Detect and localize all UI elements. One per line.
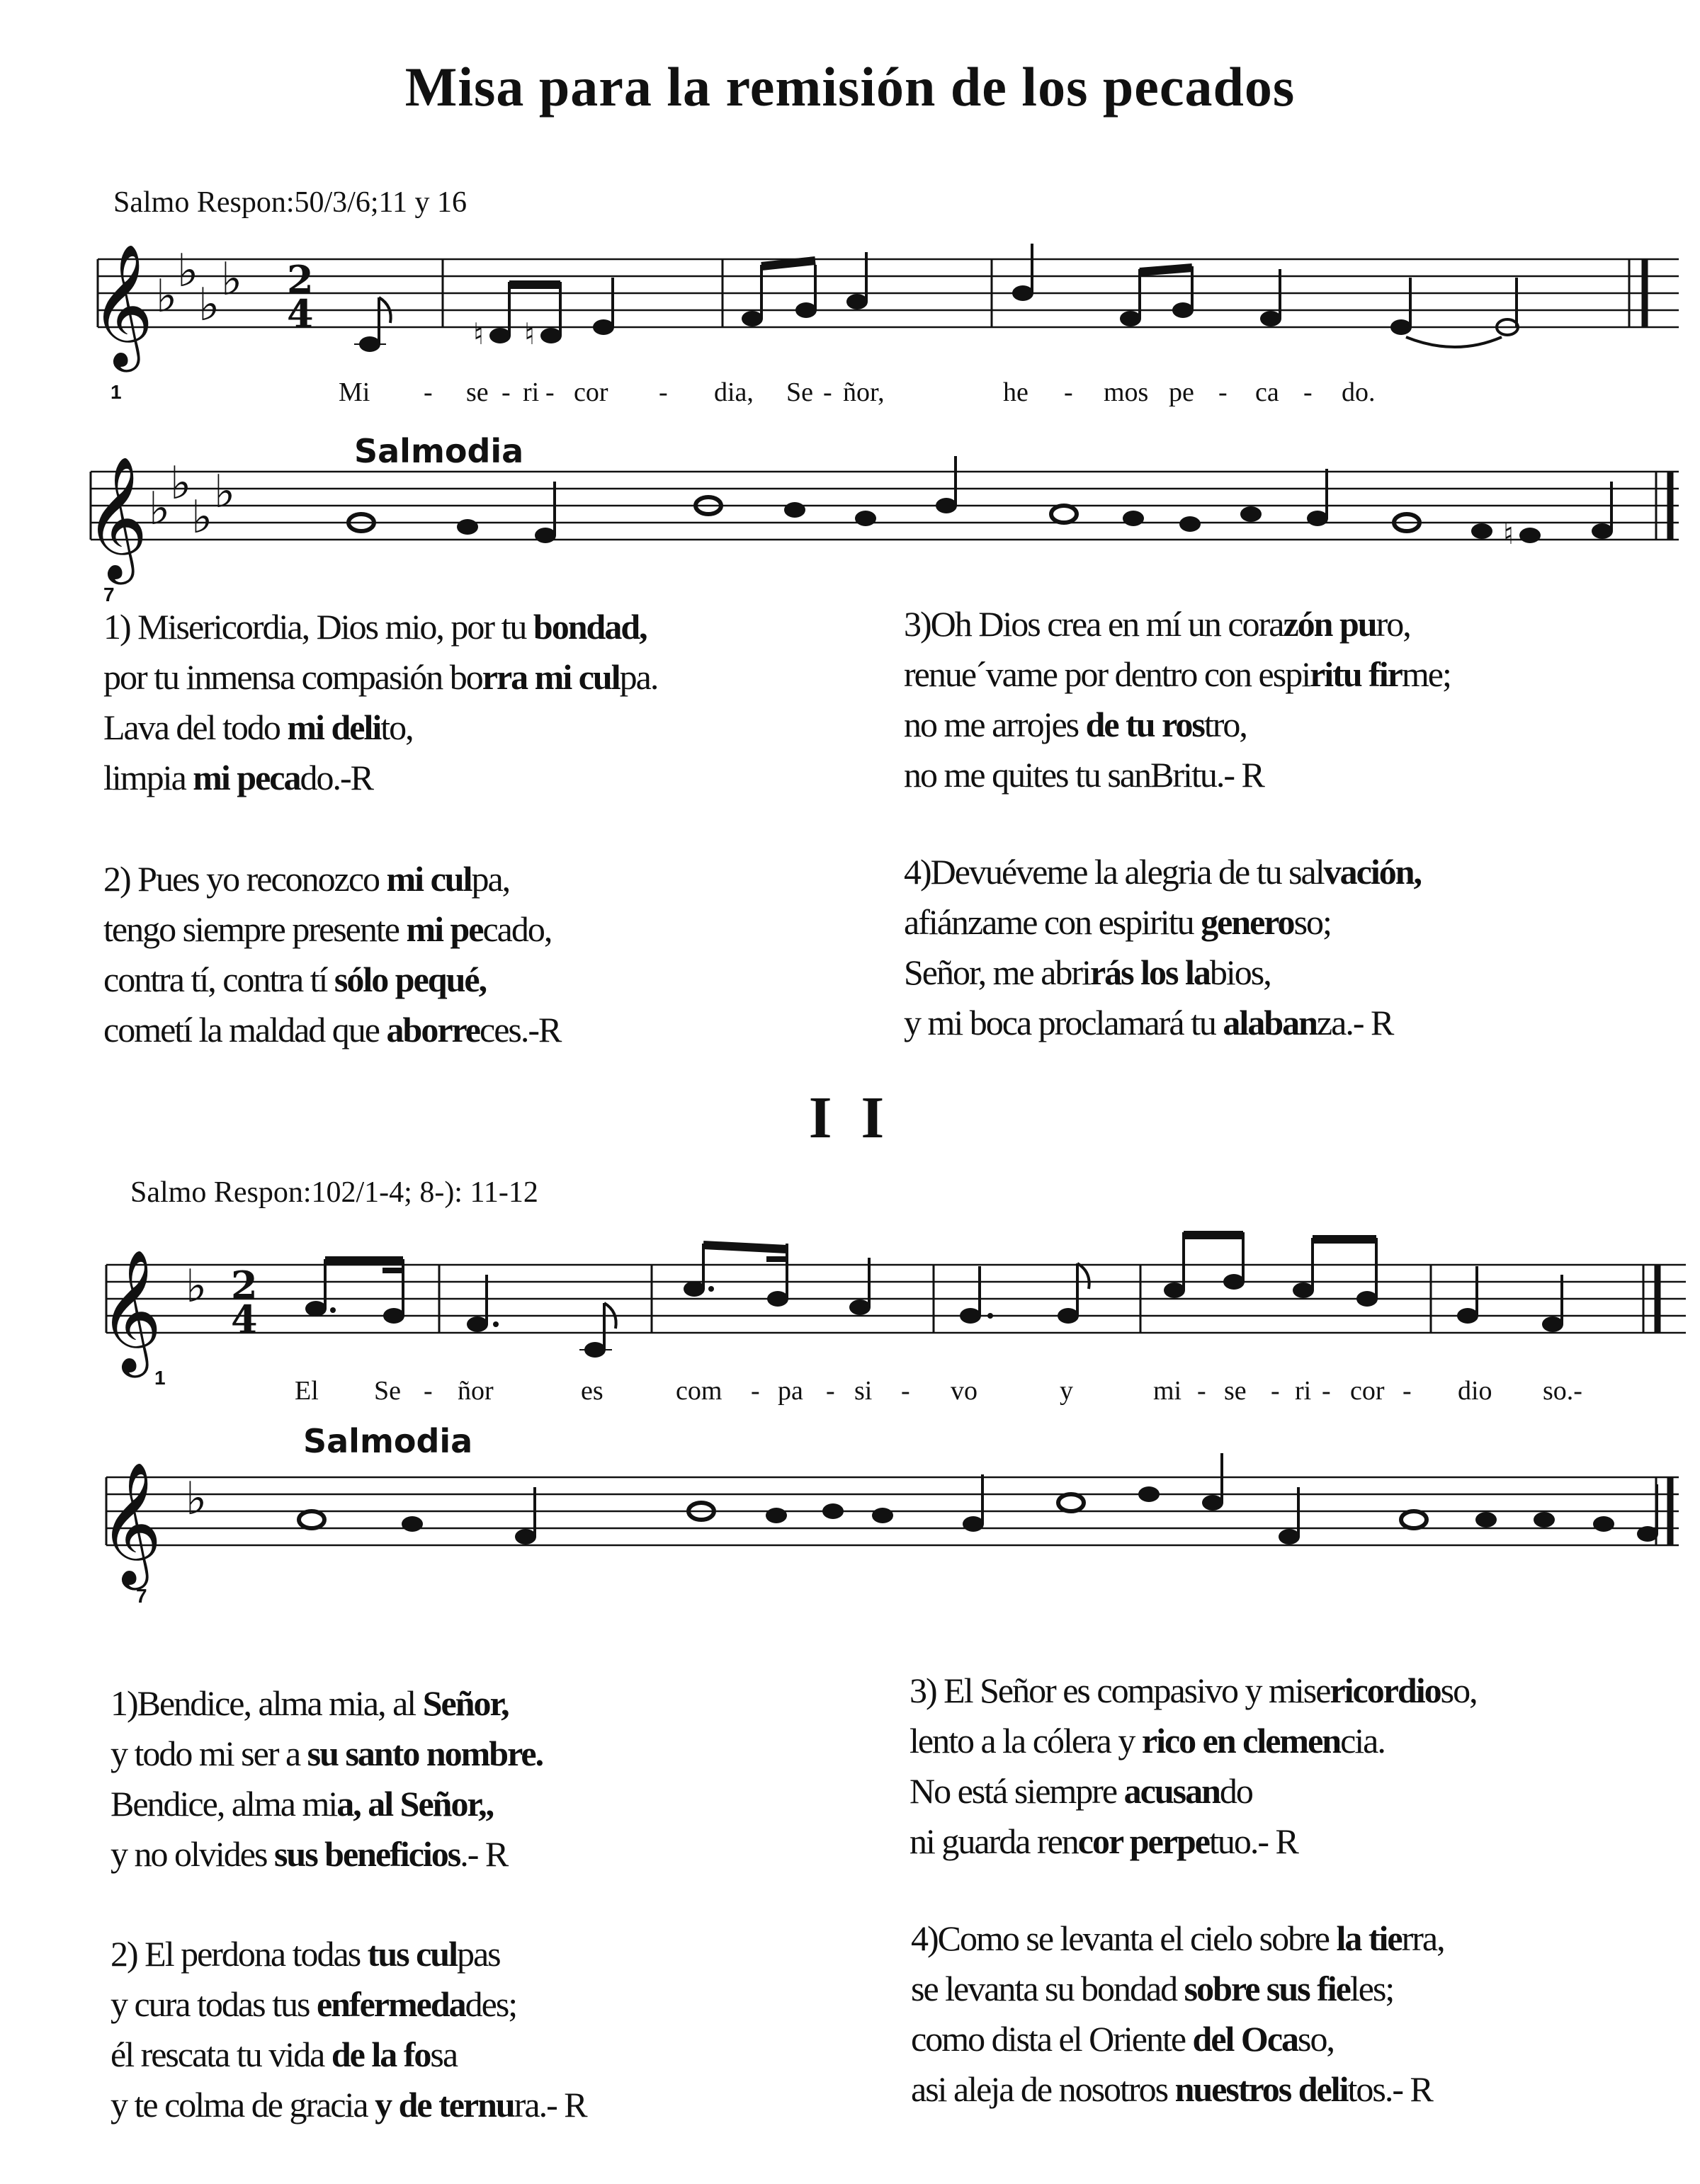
- verse-line: [103, 854, 560, 904]
- salmodia-label: Salmodia: [303, 1422, 473, 1460]
- verse-accent-text: sobre sus fie: [1184, 1969, 1350, 2008]
- verse-accent-text: tus cul: [367, 1934, 457, 1974]
- verse-line: [910, 1816, 1477, 1867]
- verse-line: [103, 652, 657, 703]
- lyric-syllable: pa: [778, 1376, 803, 1406]
- verse-accent-text: mi deli: [287, 707, 381, 747]
- svg-text:♭: ♭: [177, 245, 199, 297]
- lyric-syllable: ri: [523, 377, 540, 407]
- verse-accent-text: mi peca: [193, 758, 300, 797]
- lyric-syllable: -: [823, 377, 832, 407]
- section-heading: I I: [808, 1085, 892, 1151]
- verse-1: [110, 1678, 543, 1879]
- verse-line: [103, 904, 560, 955]
- verse-text: Lava del todo: [103, 707, 288, 747]
- verse-text: 1)Bendice, alma mia, al: [110, 1683, 423, 1723]
- verse-accent-text: sus beneficios: [273, 1834, 460, 1874]
- verse-text: contra tí, contra tí: [103, 960, 334, 999]
- lyric-syllable: ri: [1295, 1376, 1312, 1406]
- verse-text: tos.- R: [1347, 2069, 1432, 2109]
- antiphon-staff: [0, 1232, 1700, 1374]
- lyric-syllable: he: [1003, 377, 1028, 407]
- salmodia-staff: [0, 453, 1700, 595]
- lyric-syllable: -: [1402, 1376, 1412, 1406]
- verse-text: Bendice, alma mi: [110, 1784, 337, 1824]
- verse-accent-text: su santo nombre.: [307, 1734, 543, 1773]
- verse-text: asi aleja de nosotros: [911, 2069, 1175, 2109]
- verse-text: .- R: [460, 1834, 508, 1874]
- verse-text: des;: [465, 1984, 517, 2024]
- verse-accent-text: rás los la: [1089, 952, 1210, 992]
- lyric-syllable: Se: [374, 1376, 401, 1406]
- time-signature-bottom: 4: [231, 1297, 258, 1342]
- verse-text: to,: [380, 707, 413, 747]
- verse-text: ra.- R: [514, 2085, 586, 2125]
- lyric-syllable: -: [901, 1376, 910, 1406]
- verse-text: ni guarda ren: [910, 1821, 1078, 1861]
- lyric-syllable: -: [545, 377, 555, 407]
- verse-line: [110, 1829, 543, 1879]
- verse-3: [910, 1666, 1477, 1867]
- lyric-syllable: si: [854, 1376, 873, 1406]
- verse-line: [904, 998, 1421, 1048]
- verse-text: No está siempre: [910, 1771, 1124, 1811]
- staff-lines: [106, 1477, 1679, 1545]
- svg-text:♭: ♭: [156, 271, 178, 323]
- verse-text: pa.: [619, 657, 658, 697]
- antiphon-lyrics: [0, 1375, 1700, 1411]
- lyric-syllable: do.: [1342, 377, 1376, 407]
- svg-text:♭: ♭: [186, 1261, 208, 1313]
- psalm-reference: Salmo Respon:102/1-4; 8-): 11-12: [130, 1176, 538, 1209]
- verse-text: ces.-R: [480, 1010, 561, 1050]
- lyric-syllable: cor: [574, 377, 608, 407]
- verse-4: [911, 1913, 1444, 2115]
- verse-line: [103, 1005, 560, 1055]
- verse-line: [110, 1979, 586, 2030]
- verse-accent-text: sólo pequé,: [334, 960, 487, 999]
- verse-accent-text: bondad,: [533, 607, 647, 647]
- verse-text: 4)Como se levanta el cielo sobre: [911, 1918, 1337, 1958]
- verse-1: [103, 602, 657, 803]
- verse-text: y te colma de gracia: [110, 2085, 375, 2125]
- lyric-syllable: y: [1060, 1376, 1073, 1406]
- verse-line: [911, 2014, 1444, 2064]
- verse-accent-text: nuestros deli: [1174, 2069, 1348, 2109]
- verse-text: 4)Devuéveme la alegria de tu sal: [904, 852, 1324, 892]
- verse-text: so,: [1298, 2019, 1334, 2059]
- verse-text: bios,: [1209, 952, 1271, 992]
- verse-text: pa,: [471, 859, 510, 899]
- verse-text: lento a la cólera y: [910, 1721, 1142, 1761]
- verse-text: como dista el Oriente: [911, 2019, 1193, 2059]
- verse-text: les;: [1349, 1969, 1394, 2008]
- verse-line: [904, 948, 1421, 998]
- verse-accent-text: alaban: [1223, 1003, 1317, 1042]
- verse-line: [911, 1913, 1444, 1964]
- measure-number: 1: [110, 381, 122, 403]
- key-signature-flats: [186, 1473, 207, 1525]
- verse-accent-text: genero: [1201, 902, 1294, 942]
- lyric-syllable: Mi: [339, 377, 370, 407]
- lyric-syllable: -: [1303, 377, 1313, 407]
- recitation-notes: [299, 1453, 1658, 1545]
- svg-text:♭: ♭: [170, 457, 192, 510]
- svg-text:♭: ♭: [221, 254, 243, 306]
- verse-accent-text: del Oca: [1192, 2019, 1298, 2059]
- lyric-syllable: -: [502, 377, 511, 407]
- antiphon-staff: [0, 241, 1700, 382]
- verse-line: [910, 1766, 1477, 1816]
- verse-accent-text: mi cul: [386, 859, 472, 899]
- verse-line: [904, 750, 1451, 800]
- verse-line: [904, 649, 1451, 700]
- verse-text: renue´vame por dentro con espi: [904, 654, 1310, 694]
- treble-clef-icon: 𝄞: [85, 456, 148, 579]
- verse-text: 3) El Señor es compasivo y mise: [910, 1671, 1330, 1710]
- lyric-syllable: dia,: [714, 377, 754, 407]
- lyric-syllable: -: [1197, 1376, 1206, 1406]
- verse-text: pas: [456, 1934, 500, 1974]
- staff-lines: [91, 472, 1679, 540]
- verse-line: [103, 602, 657, 652]
- verse-4: [904, 847, 1421, 1048]
- psalm-reference: Salmo Respon:50/3/6;11 y 16: [113, 186, 467, 219]
- verse-accent-text: cor perpe: [1077, 1821, 1209, 1861]
- verse-accent-text: rra mi cul: [482, 657, 620, 697]
- staff-lines: [98, 259, 1679, 327]
- lyric-syllable: se: [466, 377, 489, 407]
- lyric-syllable: mi: [1153, 1376, 1182, 1406]
- antiphon-lyrics: [0, 377, 1700, 412]
- svg-text:♮: ♮: [473, 317, 484, 351]
- verse-line: [910, 1666, 1477, 1716]
- svg-text:♮: ♮: [524, 317, 536, 351]
- verse-line: [110, 1779, 543, 1829]
- verse-accent-text: zón pu: [1283, 604, 1376, 644]
- verse-accent-text: de tu ros: [1085, 705, 1204, 744]
- time-signature-top: 2: [231, 1263, 258, 1308]
- lyric-syllable: es: [581, 1376, 604, 1406]
- lyric-syllable: -: [1064, 377, 1073, 407]
- salmodia-staff: [0, 1459, 1700, 1600]
- lyric-syllable: ñor: [458, 1376, 494, 1406]
- svg-text:♭: ♭: [186, 1473, 208, 1525]
- verse-line: [110, 1929, 586, 1979]
- page-title: Misa para la remisión de los pecados: [404, 56, 1296, 118]
- verse-text: y todo mi ser a: [110, 1734, 307, 1773]
- svg-text:♭: ♭: [214, 466, 236, 518]
- verse-line: [904, 897, 1421, 948]
- staff-lines: [106, 1265, 1686, 1333]
- verse-text: no me arrojes: [904, 705, 1086, 744]
- lyric-syllable: -: [1271, 1376, 1280, 1406]
- verse-3: [904, 599, 1451, 800]
- verse-text: so;: [1293, 902, 1331, 942]
- lyric-syllable: -: [424, 1376, 433, 1406]
- verse-accent-text: acusan: [1123, 1771, 1220, 1811]
- lyric-syllable: El: [295, 1376, 319, 1406]
- verse-line: [110, 1678, 543, 1729]
- svg-text:♭: ♭: [149, 483, 171, 535]
- lyric-syllable: -: [751, 1376, 760, 1406]
- verse-text: 2) Pues yo reconozco: [103, 859, 387, 899]
- verse-line: [904, 847, 1421, 897]
- key-signature-flats: [156, 245, 242, 331]
- verse-line: [910, 1716, 1477, 1766]
- verse-text: cado,: [482, 909, 552, 949]
- verse-text: sa: [430, 2035, 458, 2074]
- verse-text: limpia: [103, 758, 193, 797]
- svg-text:♮: ♮: [1503, 516, 1514, 551]
- lyric-syllable: se: [1224, 1376, 1247, 1406]
- verse-accent-text: ritu fir: [1310, 654, 1402, 694]
- verse-accent-text: de la fo: [331, 2035, 431, 2074]
- verse-accent-text: la tie: [1336, 1918, 1402, 1958]
- verse-text: tuo.- R: [1208, 1821, 1298, 1861]
- lyric-syllable: vo: [951, 1376, 978, 1406]
- verse-text: ro,: [1376, 604, 1410, 644]
- verse-accent-text: vación,: [1323, 852, 1422, 892]
- verse-text: 3)Oh Dios crea en mí un cora: [904, 604, 1284, 644]
- treble-clef-icon: 𝄞: [99, 1462, 162, 1585]
- verse-accent-text: rico en clemen: [1141, 1721, 1341, 1761]
- verse-accent-text: ricordio: [1330, 1671, 1441, 1710]
- lyric-syllable: pe: [1169, 377, 1194, 407]
- svg-text:♭: ♭: [198, 279, 220, 331]
- verse-accent-text: a, al Señor,,: [336, 1784, 494, 1824]
- verse-text: do.-R: [300, 758, 373, 797]
- verse-line: [103, 753, 657, 803]
- recitation-notes: [348, 456, 1613, 551]
- lyric-syllable: ñor,: [843, 377, 885, 407]
- measure-number: 7: [103, 584, 115, 605]
- verse-text: y mi boca proclamará tu: [904, 1003, 1223, 1042]
- verse-text: do: [1219, 1771, 1252, 1811]
- verse-text: cometí la maldad que: [103, 1010, 387, 1050]
- lyric-syllable: cor: [1350, 1376, 1385, 1406]
- verse-text: se levanta su bondad: [911, 1969, 1184, 2008]
- verse-text: 1) Misericordia, Dios mio, por tu: [103, 607, 533, 647]
- verse-accent-text: Señor,: [422, 1683, 509, 1723]
- verse-text: za.- R: [1316, 1003, 1393, 1042]
- verse-text: cia.: [1340, 1721, 1385, 1761]
- verse-text: no me quites tu sanBritu.- R: [904, 755, 1264, 795]
- verse-line: [904, 599, 1451, 649]
- verse-accent-text: mi pe: [406, 909, 483, 949]
- verse-text: él rescata tu vida: [110, 2035, 332, 2074]
- measure-number: 7: [136, 1585, 147, 1607]
- verse-line: [110, 2080, 586, 2130]
- verse-line: [904, 700, 1451, 750]
- verse-accent-text: y de ternu: [375, 2085, 514, 2125]
- verse-text: por tu inmensa compasión bo: [103, 657, 482, 697]
- verse-line: [103, 703, 657, 753]
- time-signature-top: 2: [287, 257, 314, 302]
- verse-text: afiánzame con espiritu: [904, 902, 1201, 942]
- verse-accent-text: enfermeda: [316, 1984, 465, 2024]
- verse-2: [103, 854, 560, 1055]
- treble-clef-icon: 𝄞: [99, 1249, 162, 1372]
- verse-text: y cura todas tus: [110, 1984, 317, 2024]
- verse-line: [110, 2030, 586, 2080]
- measure-number: 1: [154, 1367, 166, 1389]
- verse-text: Señor, me abri: [904, 952, 1090, 992]
- lyric-syllable: -: [659, 377, 668, 407]
- verse-line: [911, 2064, 1444, 2115]
- lyric-syllable: -: [1322, 1376, 1331, 1406]
- verse-accent-text: aborre: [386, 1010, 480, 1050]
- verse-line: [110, 1729, 543, 1779]
- lyric-syllable: dio: [1458, 1376, 1492, 1406]
- verse-text: y no olvides: [110, 1834, 274, 1874]
- lyric-syllable: com: [676, 1376, 722, 1406]
- key-signature-flats: [186, 1261, 207, 1313]
- verse-2: [110, 1929, 586, 2130]
- verse-text: so,: [1440, 1671, 1477, 1710]
- lyric-syllable: -: [424, 377, 433, 407]
- verse-text: 2) El perdona todas: [110, 1934, 368, 1974]
- verse-text: tengo siempre presente: [103, 909, 407, 949]
- verse-text: rra,: [1401, 1918, 1444, 1958]
- salmodia-label: Salmodia: [354, 432, 524, 470]
- verse-text: me;: [1401, 654, 1451, 694]
- verse-line: [911, 1964, 1444, 2014]
- lyric-syllable: -: [1218, 377, 1228, 407]
- lyric-syllable: Se: [786, 377, 813, 407]
- time-signature-bottom: 4: [287, 291, 314, 336]
- lyric-syllable: mos: [1104, 377, 1149, 407]
- lyric-syllable: -: [826, 1376, 835, 1406]
- lyric-syllable: so.-: [1543, 1376, 1582, 1406]
- svg-text:♭: ♭: [191, 491, 213, 544]
- verse-line: [103, 955, 560, 1005]
- key-signature-flats: [149, 457, 235, 544]
- treble-clef-icon: 𝄞: [91, 244, 154, 367]
- lyric-syllable: ca: [1255, 377, 1279, 407]
- verse-text: tro,: [1203, 705, 1247, 744]
